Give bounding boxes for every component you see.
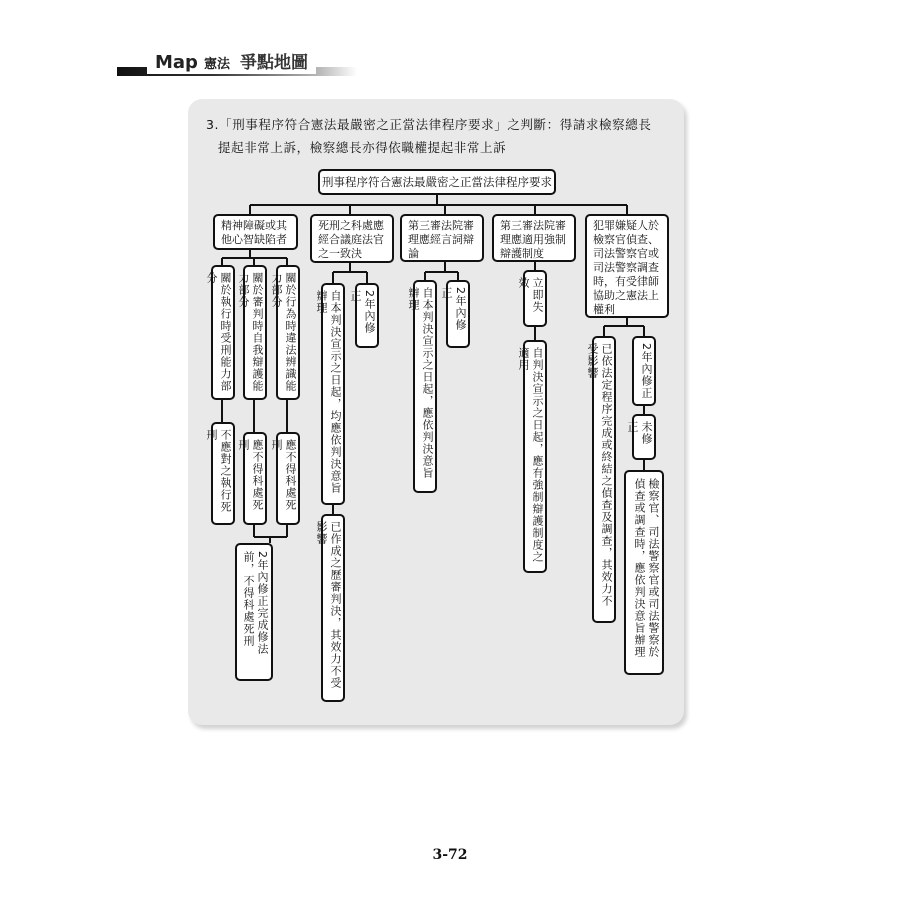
page-number: 3-72 bbox=[432, 847, 468, 863]
branch5-not-amended: 未修正 bbox=[632, 414, 656, 460]
branch4-effect: 自判決宣示之日起，應有強制辯護制度之適用 bbox=[523, 340, 547, 573]
branch1-leaf3: 關於行為時違法辨識能力部分 bbox=[276, 265, 300, 400]
branch3-deadline: 2年內修正 bbox=[446, 280, 470, 348]
intro-line-1: 3.「刑事程序符合憲法最嚴密之正當法律程序要求」之判斷：得請求檢察總長 bbox=[206, 117, 652, 132]
branch1-leaf2-result: 應不得科處死刑 bbox=[243, 432, 267, 525]
branch5-box: 犯罪嫌疑人於檢察官偵查、司法警察官或司法警察調查時，有受律師協助之憲法上權利 bbox=[585, 214, 669, 318]
branch2-deadline: 2年內修正 bbox=[355, 283, 379, 348]
header-title: 爭點地圖 bbox=[239, 53, 308, 73]
branch5-deadline: 2年內修正 bbox=[632, 336, 656, 406]
branch1-box: 精神障礙或其他心智缺陷者 bbox=[213, 214, 298, 250]
branch1-note: 2年內修正完成修法前，不得科處死刑 bbox=[235, 543, 273, 681]
root-box: 刑事程序符合憲法最嚴密之正當法律程序要求 bbox=[318, 169, 556, 195]
branch1-leaf3-result: 應不得科處死刑 bbox=[276, 432, 300, 525]
branch5-fallback: 檢察官、司法警察官或司法警察於偵查或調查時，應依判決意旨辦理 bbox=[624, 470, 664, 675]
branch3-box: 第三審法院審理應經言詞辯論 bbox=[400, 214, 484, 262]
branch1-leaf2: 關於審判時自我辯護能力部分 bbox=[243, 265, 267, 400]
header-map: Map bbox=[155, 52, 198, 73]
branch2-effect: 自本判決宣示之日起，均應依判決意旨辦理 bbox=[321, 283, 345, 505]
branch1-leaf1: 關於執行時受刑能力部分 bbox=[211, 265, 235, 400]
branch1-leaf1-result: 不應對之執行死刑 bbox=[211, 422, 235, 525]
branch2-past: 已作成之歷審判決，其效力不受影響 bbox=[321, 514, 345, 702]
branch4-timing: 立即失效 bbox=[523, 270, 547, 327]
header-subject: 憲法 bbox=[203, 57, 230, 72]
branch3-effect: 自本判決宣示之日起，應依判決意旨辦理 bbox=[413, 280, 437, 493]
branch4-box: 第三審法院審理應適用強制辯護制度 bbox=[492, 214, 576, 262]
branch2-box: 死刑之科處應經合議庭法官之一致決 bbox=[310, 214, 394, 263]
branch5-done: 已依法定程序完成或終結之偵查及調查，其效力不受影響 bbox=[592, 336, 616, 623]
intro-line-2: 提起非常上訴，檢察總長亦得依職權提起非常上訴 bbox=[218, 140, 507, 155]
